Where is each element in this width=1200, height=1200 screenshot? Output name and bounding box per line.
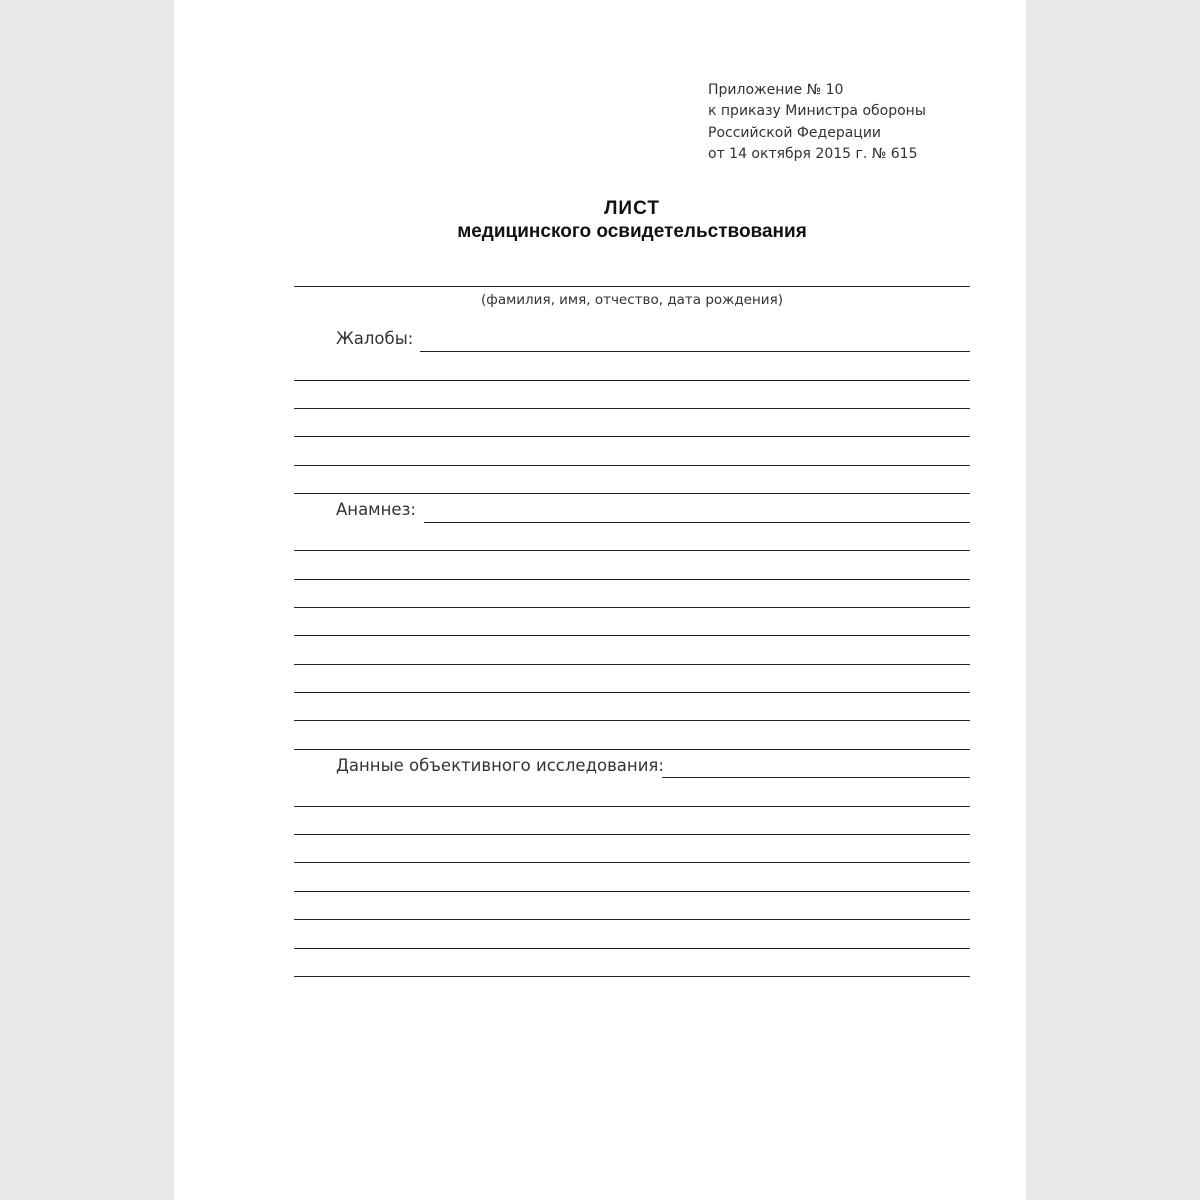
anamnesis-line[interactable] bbox=[294, 635, 970, 636]
name-field-caption: (фамилия, имя, отчество, дата рождения) bbox=[481, 292, 783, 308]
anamnesis-line[interactable] bbox=[294, 579, 970, 580]
anamnesis-line[interactable] bbox=[294, 550, 970, 551]
document-page bbox=[174, 0, 1026, 1200]
complaints-label: Жалобы: bbox=[336, 329, 414, 348]
document-title: ЛИСТ bbox=[604, 198, 660, 219]
appendix-line-3: Российской Федерации bbox=[708, 124, 882, 141]
objective-exam-label: Данные объективного исследования: bbox=[336, 756, 664, 775]
appendix-line-2: к приказу Министра обороны bbox=[708, 103, 926, 120]
objective-exam-line[interactable] bbox=[294, 948, 970, 949]
anamnesis-line[interactable] bbox=[294, 692, 970, 693]
anamnesis-first-line[interactable] bbox=[424, 522, 970, 523]
objective-exam-line[interactable] bbox=[294, 891, 970, 892]
complaints-line[interactable] bbox=[294, 465, 970, 466]
name-field-line[interactable] bbox=[294, 286, 970, 287]
appendix-reference bbox=[708, 80, 926, 165]
anamnesis-line[interactable] bbox=[294, 607, 970, 608]
objective-exam-line[interactable] bbox=[294, 806, 970, 807]
anamnesis-label: Анамнез: bbox=[336, 500, 416, 519]
complaints-line[interactable] bbox=[294, 408, 970, 409]
complaints-line[interactable] bbox=[294, 380, 970, 381]
document-subtitle: медицинского освидетельствования bbox=[457, 221, 807, 242]
complaints-line[interactable] bbox=[294, 436, 970, 437]
anamnesis-line[interactable] bbox=[294, 720, 970, 721]
objective-exam-first-line[interactable] bbox=[662, 777, 970, 778]
appendix-line-4: от 14 октября 2015 г. № 615 bbox=[708, 145, 918, 162]
appendix-line-1: Приложение № 10 bbox=[708, 82, 844, 98]
anamnesis-line[interactable] bbox=[294, 664, 970, 665]
objective-exam-line[interactable] bbox=[294, 919, 970, 920]
objective-exam-line[interactable] bbox=[294, 976, 970, 977]
complaints-line[interactable] bbox=[294, 493, 970, 494]
complaints-first-line[interactable] bbox=[420, 351, 970, 352]
objective-exam-line[interactable] bbox=[294, 834, 970, 835]
anamnesis-line[interactable] bbox=[294, 749, 970, 750]
objective-exam-line[interactable] bbox=[294, 862, 970, 863]
